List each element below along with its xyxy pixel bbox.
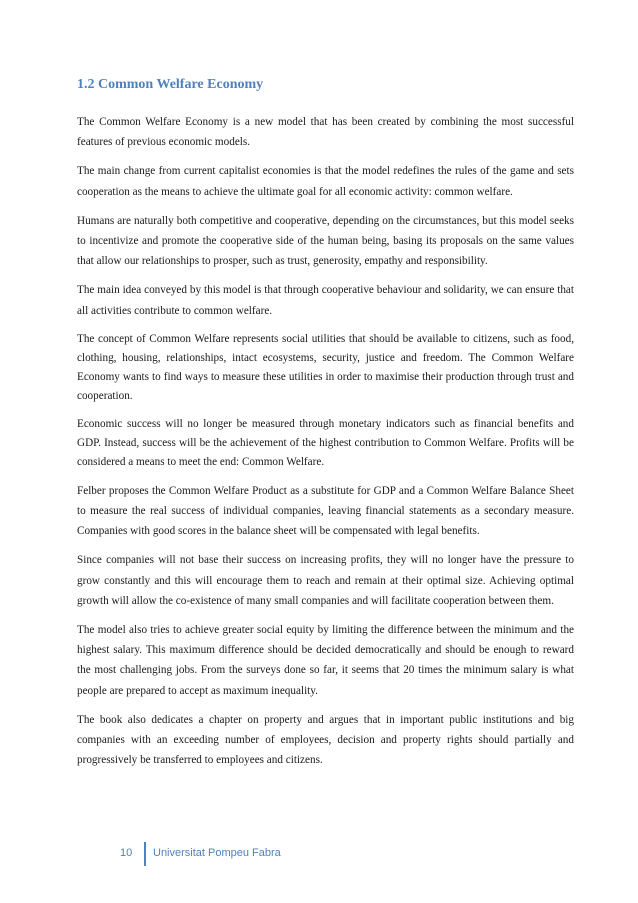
footer-divider (144, 842, 146, 866)
paragraph-8: Since companies will not base their success on increasing profits, they will no longer have the pressure to grow constantly and this will encourage them to reach and remain at their optimal size. Achieving optimal growth will allow the co-existence of many small companies and will facilitate cooperation between them. (77, 554, 574, 607)
paragraph-6: Economic success will no longer be measured through monetary indicators such as financial benefits and GDP. Instead, success will be the achievement of the highest contribution to Common Welfare. Profits will be considered a means to meet the end: Common Welfare. (77, 417, 574, 468)
paragraph-1: The Common Welfare Economy is a new model that has been created by combining the most successful features of previous economic models. (77, 116, 574, 149)
paragraph-4: The main idea conveyed by this model is that through cooperative behaviour and solidarity, we can ensure that all activities contribute to common welfare. (77, 284, 574, 317)
footer-organization: Universitat Pompeu Fabra (153, 847, 281, 859)
page-number: 10 (120, 847, 133, 859)
paragraph-5: The concept of Common Welfare represents social utilities that should be available to citizens, such as food, clothing, housing, relationships, intact ecosystems, security, justice and freedom. The Common Welfare Economy wants to find ways to measure these utilities in order to maximise their production through trust and cooperation. (77, 332, 574, 402)
page-footer (0, 842, 638, 866)
paragraph-10: The book also dedicates a chapter on property and argues that in important public institutions and big companies with an exceeding number of employees, decision and property rights should partially and progressively be transferred to employees and citizens. (77, 713, 574, 767)
paragraph-7: Felber proposes the Common Welfare Product as a substitute for GDP and a Common Welfare Balance Sheet to measure the real success of individual companies, leaving financial statements as a secondary measure. Companies with good scores in the balance sheet will be compensated with legal benefits. (77, 484, 574, 538)
paragraph-9: The model also tries to achieve greater social equity by limiting the difference between the minimum and the highest salary. This maximum difference should be decided democratically and should be enough to reward the most challenging jobs. From the surveys done so far, it seems that 20 times the minimum salary is what people are prepared to accept as maximum inequality. (77, 624, 574, 697)
section-heading: 1.2 Common Welfare Economy (77, 77, 264, 92)
paragraph-3: Humans are naturally both competitive and cooperative, depending on the circumstances, but this model seeks to incentivize and promote the cooperative side of the human being, basing its proposals on the same values that allow our relationships to prosper, such as trust, generosity, empathy and responsibility. (77, 214, 574, 268)
body-text (77, 112, 574, 779)
paragraph-2: The main change from current capitalist economies is that the model redefines the rules of the game and sets cooperation as the means to achieve the ultimate goal for all economic activity: common welfare. (77, 165, 574, 198)
